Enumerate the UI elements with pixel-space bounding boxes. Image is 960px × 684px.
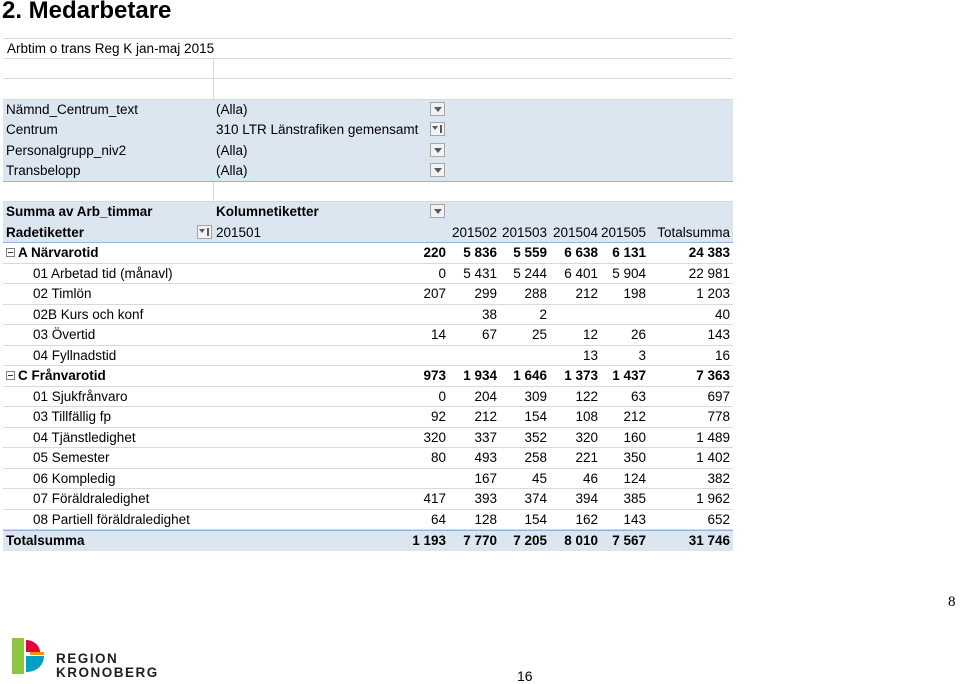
grand-total-cell: 7 567	[612, 533, 646, 548]
logo-text-region: REGION	[56, 651, 119, 666]
group-total-cell: 1 437	[612, 368, 646, 383]
filter-value: (Alla)	[216, 163, 248, 178]
table-cell: 6 401	[564, 265, 598, 281]
table-cell: 350	[623, 450, 646, 465]
filter-dropdown-icon[interactable]	[430, 143, 445, 157]
group-total-cell: 973	[423, 368, 446, 383]
empty-row	[3, 182, 733, 203]
table-cell: 288	[524, 286, 547, 301]
group-total-cell: 6 131	[612, 245, 646, 260]
page-heading: 2. Medarbetare	[2, 0, 172, 24]
table-cell: 80	[430, 450, 446, 465]
table-row	[3, 428, 733, 449]
group-total-cell: 6 638	[564, 245, 598, 260]
row-label: 08 Partiell föräldraledighet	[33, 511, 190, 527]
grand-total-cell: 1 193	[412, 533, 446, 548]
table-cell: 385	[623, 491, 646, 506]
table-cell: 258	[524, 450, 547, 465]
table-cell: 1 203	[696, 286, 730, 301]
filter-name: Transbelopp	[6, 163, 81, 178]
slide-number: 16	[517, 668, 533, 684]
group-total-cell: 5 836	[463, 245, 497, 260]
table-cell: 63	[630, 388, 646, 404]
table-cell: 45	[531, 470, 547, 486]
filter-name: Personalgrupp_niv2	[6, 142, 127, 158]
table-cell: 3	[638, 347, 646, 363]
table-cell: 12	[582, 327, 598, 342]
group-total-cell: 220	[423, 245, 446, 260]
filter-row	[3, 161, 733, 182]
region-kronoberg-logo	[10, 636, 160, 682]
table-cell: 320	[575, 429, 598, 445]
table-cell: 26	[630, 327, 646, 342]
table-cell: 162	[575, 511, 598, 527]
table-cell: 22 981	[688, 265, 730, 281]
column-labels-dropdown-icon[interactable]	[430, 204, 445, 218]
grand-total-cell: 8 010	[564, 533, 598, 548]
table-row	[3, 284, 733, 305]
table-row	[3, 448, 733, 469]
group-label: C Frånvarotid	[18, 368, 106, 383]
measure-row	[3, 202, 733, 223]
group-total-cell: 7 363	[696, 368, 730, 383]
filter-active-icon[interactable]	[430, 122, 445, 136]
table-row	[3, 469, 733, 490]
table-cell: 0	[438, 388, 446, 404]
table-cell: 167	[474, 470, 497, 486]
pivot-title-row	[3, 38, 733, 59]
table-cell: 212	[623, 409, 646, 424]
grand-total-cell: 7 770	[463, 533, 497, 548]
table-cell: 5 431	[463, 265, 497, 281]
table-cell: 67	[481, 327, 497, 342]
table-row	[3, 407, 733, 428]
table-cell: 337	[474, 429, 497, 445]
filter-row	[3, 141, 733, 162]
table-cell: 2	[539, 306, 547, 322]
group-row[interactable]	[3, 243, 733, 264]
row-label: 03 Övertid	[33, 327, 96, 342]
table-cell: 212	[474, 409, 497, 424]
row-label: 03 Tillfällig fp	[33, 409, 112, 424]
table-cell: 92	[430, 409, 446, 424]
filter-value: 310 LTR Länstrafiken gemensamt	[216, 122, 419, 137]
column-header-201503: 201503	[501, 224, 547, 240]
group-row[interactable]	[3, 366, 733, 387]
row-label: 05 Semester	[33, 450, 110, 465]
column-header-201502: 201502	[451, 224, 497, 240]
table-cell: 352	[524, 429, 547, 445]
table-cell: 38	[481, 306, 497, 322]
table-cell: 122	[575, 388, 598, 404]
table-cell: 5 904	[612, 265, 646, 281]
table-row	[3, 387, 733, 408]
row-label: 04 Tjänstledighet	[33, 429, 136, 445]
measure-label: Summa av Arb_timmar	[6, 204, 153, 219]
table-cell: 16	[714, 347, 730, 363]
table-cell: 40	[714, 306, 730, 322]
group-total-cell: 5 559	[513, 245, 547, 260]
table-cell: 108	[575, 409, 598, 424]
table-cell: 697	[707, 388, 730, 404]
filter-dropdown-icon[interactable]	[430, 163, 445, 177]
grand-total-cell: 7 205	[513, 533, 547, 548]
group-total-cell: 1 934	[463, 368, 497, 383]
group-total-cell: 1 373	[564, 368, 598, 383]
table-row	[3, 489, 733, 510]
filter-dropdown-icon[interactable]	[430, 102, 445, 116]
table-cell: 374	[524, 491, 547, 506]
table-cell: 221	[575, 450, 598, 465]
filter-value: (Alla)	[216, 142, 248, 158]
filter-name: Nämnd_Centrum_text	[6, 101, 139, 117]
grand-total-cell: 31 746	[688, 533, 730, 548]
table-cell: 25	[531, 327, 547, 342]
table-cell: 299	[474, 286, 497, 301]
filter-row	[3, 120, 733, 141]
table-cell: 212	[575, 286, 598, 301]
table-row	[3, 325, 733, 346]
column-header-row	[3, 223, 733, 244]
table-cell: 393	[474, 491, 497, 506]
table-cell: 1 962	[696, 491, 730, 506]
row-label: 02B Kurs och konf	[33, 306, 144, 322]
table-row	[3, 264, 733, 285]
table-cell: 154	[524, 409, 547, 424]
group-total-cell: 24 383	[688, 245, 730, 260]
table-row	[3, 305, 733, 326]
table-row	[3, 510, 733, 531]
table-cell: 154	[524, 511, 547, 527]
row-label: 02 Timlön	[33, 286, 92, 301]
region-kronoberg-logo-mark-icon	[10, 636, 46, 676]
table-cell: 1 489	[696, 429, 730, 445]
filter-value: (Alla)	[216, 101, 248, 117]
grand-total-label: Totalsumma	[6, 533, 85, 548]
row-labels: Radetiketter	[6, 224, 85, 240]
table-cell: 394	[575, 491, 598, 506]
row-label: 06 Kompledig	[33, 470, 116, 486]
column-header-201505: 201505	[600, 224, 646, 240]
table-cell: 198	[623, 286, 646, 301]
column-labels: Kolumnetiketter	[216, 204, 319, 219]
row-label: 01 Sjukfrånvaro	[33, 388, 128, 404]
row-label: 04 Fyllnadstid	[33, 347, 117, 363]
column-header-201501: 201501	[216, 224, 262, 240]
table-cell: 1 402	[696, 450, 730, 465]
column-header-totalsumma: Totalsumma	[657, 224, 730, 240]
table-cell: 0	[438, 265, 446, 281]
table-cell: 143	[707, 327, 730, 342]
row-label: 07 Föräldraledighet	[33, 491, 150, 506]
table-cell: 128	[474, 511, 497, 527]
group-label: A Närvarotid	[18, 245, 99, 260]
table-cell: 13	[582, 347, 598, 363]
table-cell: 417	[423, 491, 446, 506]
table-cell: 5 244	[513, 265, 547, 281]
pivot-title: Arbtim o trans Reg K jan-maj 2015	[7, 41, 215, 56]
row-label: 01 Arbetad tid (månavl)	[33, 265, 173, 281]
table-row	[3, 346, 733, 367]
table-cell: 14	[430, 327, 446, 342]
table-cell: 204	[474, 388, 497, 404]
column-header-201504: 201504	[552, 224, 598, 240]
pivot-table	[3, 38, 733, 551]
empty-row	[3, 59, 733, 80]
grand-total-row	[3, 530, 733, 551]
table-cell: 124	[623, 470, 646, 486]
table-cell: 652	[707, 511, 730, 527]
table-cell: 64	[430, 511, 446, 527]
table-cell: 143	[623, 511, 646, 527]
filter-row	[3, 100, 733, 121]
page-number: 8	[948, 594, 956, 610]
table-cell: 160	[623, 429, 646, 445]
empty-row	[3, 79, 733, 100]
table-cell: 382	[707, 470, 730, 486]
table-cell: 320	[423, 429, 446, 445]
table-cell: 493	[474, 450, 497, 465]
logo-text-kronoberg: KRONOBERG	[56, 665, 159, 680]
group-total-cell: 1 646	[513, 368, 547, 383]
table-cell: 207	[423, 286, 446, 301]
table-cell: 309	[524, 388, 547, 404]
filter-name: Centrum	[6, 122, 58, 137]
table-cell: 46	[582, 470, 598, 486]
table-cell: 778	[707, 409, 730, 424]
